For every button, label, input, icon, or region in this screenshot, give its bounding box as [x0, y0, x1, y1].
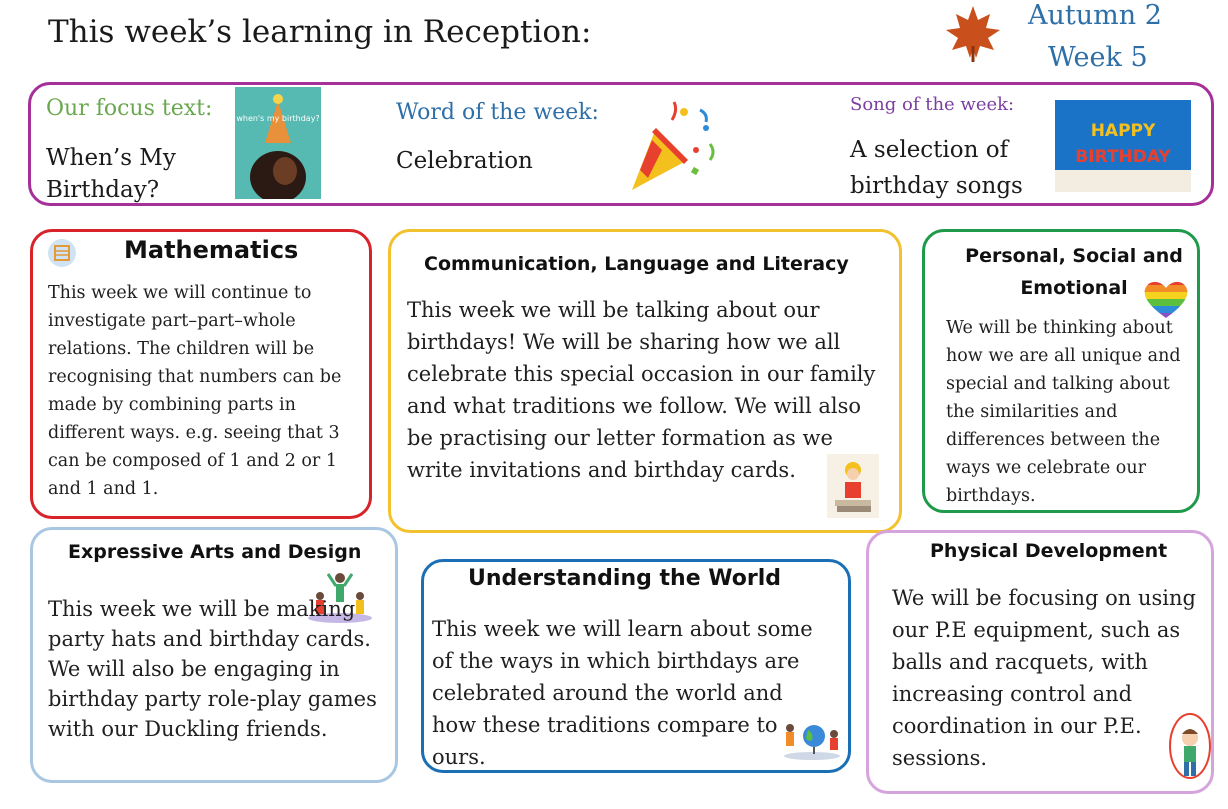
song-of-week-value: A selection of birthday songs — [850, 137, 1023, 199]
book-cover-text: when's my birthday? — [236, 114, 320, 123]
book-cover-image — [235, 87, 321, 199]
pse-title: Personal, Social and Emotional — [965, 245, 1183, 299]
abacus-icon — [46, 238, 78, 268]
pd-text: We will be focusing on using our P.E equipment, such as balls and racquets, with increasing control and coordination in our P.E. sessions. — [892, 586, 1196, 770]
utw-title: Understanding the World — [468, 566, 782, 591]
birthday-cake-image — [1055, 100, 1191, 192]
cake-text-happy: HAPPY — [1090, 121, 1156, 141]
mathematics-text: This week we will continue to investigate part–part–whole relations. The children will be recognising that numbers can be made by combining parts in different ways. e.g. seeing that 3 can be composed of 1 and 2 or 1 and 1 and 1. — [48, 283, 342, 499]
reading-child-icon — [827, 454, 879, 518]
skipping-boy-icon — [1168, 712, 1212, 784]
party-popper-icon — [626, 98, 722, 196]
ead-text: This week we will be making party hats and birthday cards. We will also be engaging in birthday party role-play games with our Duckling friends. — [48, 597, 377, 741]
utw-text: This week we will learn about some of the ways in which birthdays are celebrated around the world and how these traditions compare to ours. — [432, 617, 813, 769]
cll-title: Communication, Language and Literacy — [424, 253, 849, 275]
word-of-week-label: Word of the week: — [396, 100, 599, 125]
song-of-week-label: Song of the week: — [850, 94, 1015, 115]
mathematics-title: Mathematics — [124, 236, 299, 264]
autumn-leaf-icon — [944, 2, 1002, 64]
globe-kids-icon — [782, 718, 842, 760]
cake-text-birthday: BIRTHDAY — [1075, 147, 1171, 167]
term-label: Autumn 2 — [1028, 0, 1162, 31]
pd-title: Physical Development — [930, 540, 1168, 562]
focus-text-value: When’s My Birthday? — [46, 145, 176, 203]
page-title: This week’s learning in Reception: — [48, 14, 592, 50]
pse-text: We will be thinking about how we are all unique and special and talking about the similarities and differences between the ways we celebrate our birthdays. — [946, 318, 1181, 506]
word-of-week-value: Celebration — [396, 148, 533, 174]
ead-title: Expressive Arts and Design — [68, 541, 362, 563]
week-label: Week 5 — [1048, 42, 1148, 73]
focus-text-label: Our focus text: — [46, 96, 213, 121]
cll-text: This week we will be talking about our birthdays! We will be sharing how we all celebrate this special occasion in our family and what traditions we follow. We will also be practising our letter formation as we write invitations and birthday cards. — [407, 298, 876, 482]
